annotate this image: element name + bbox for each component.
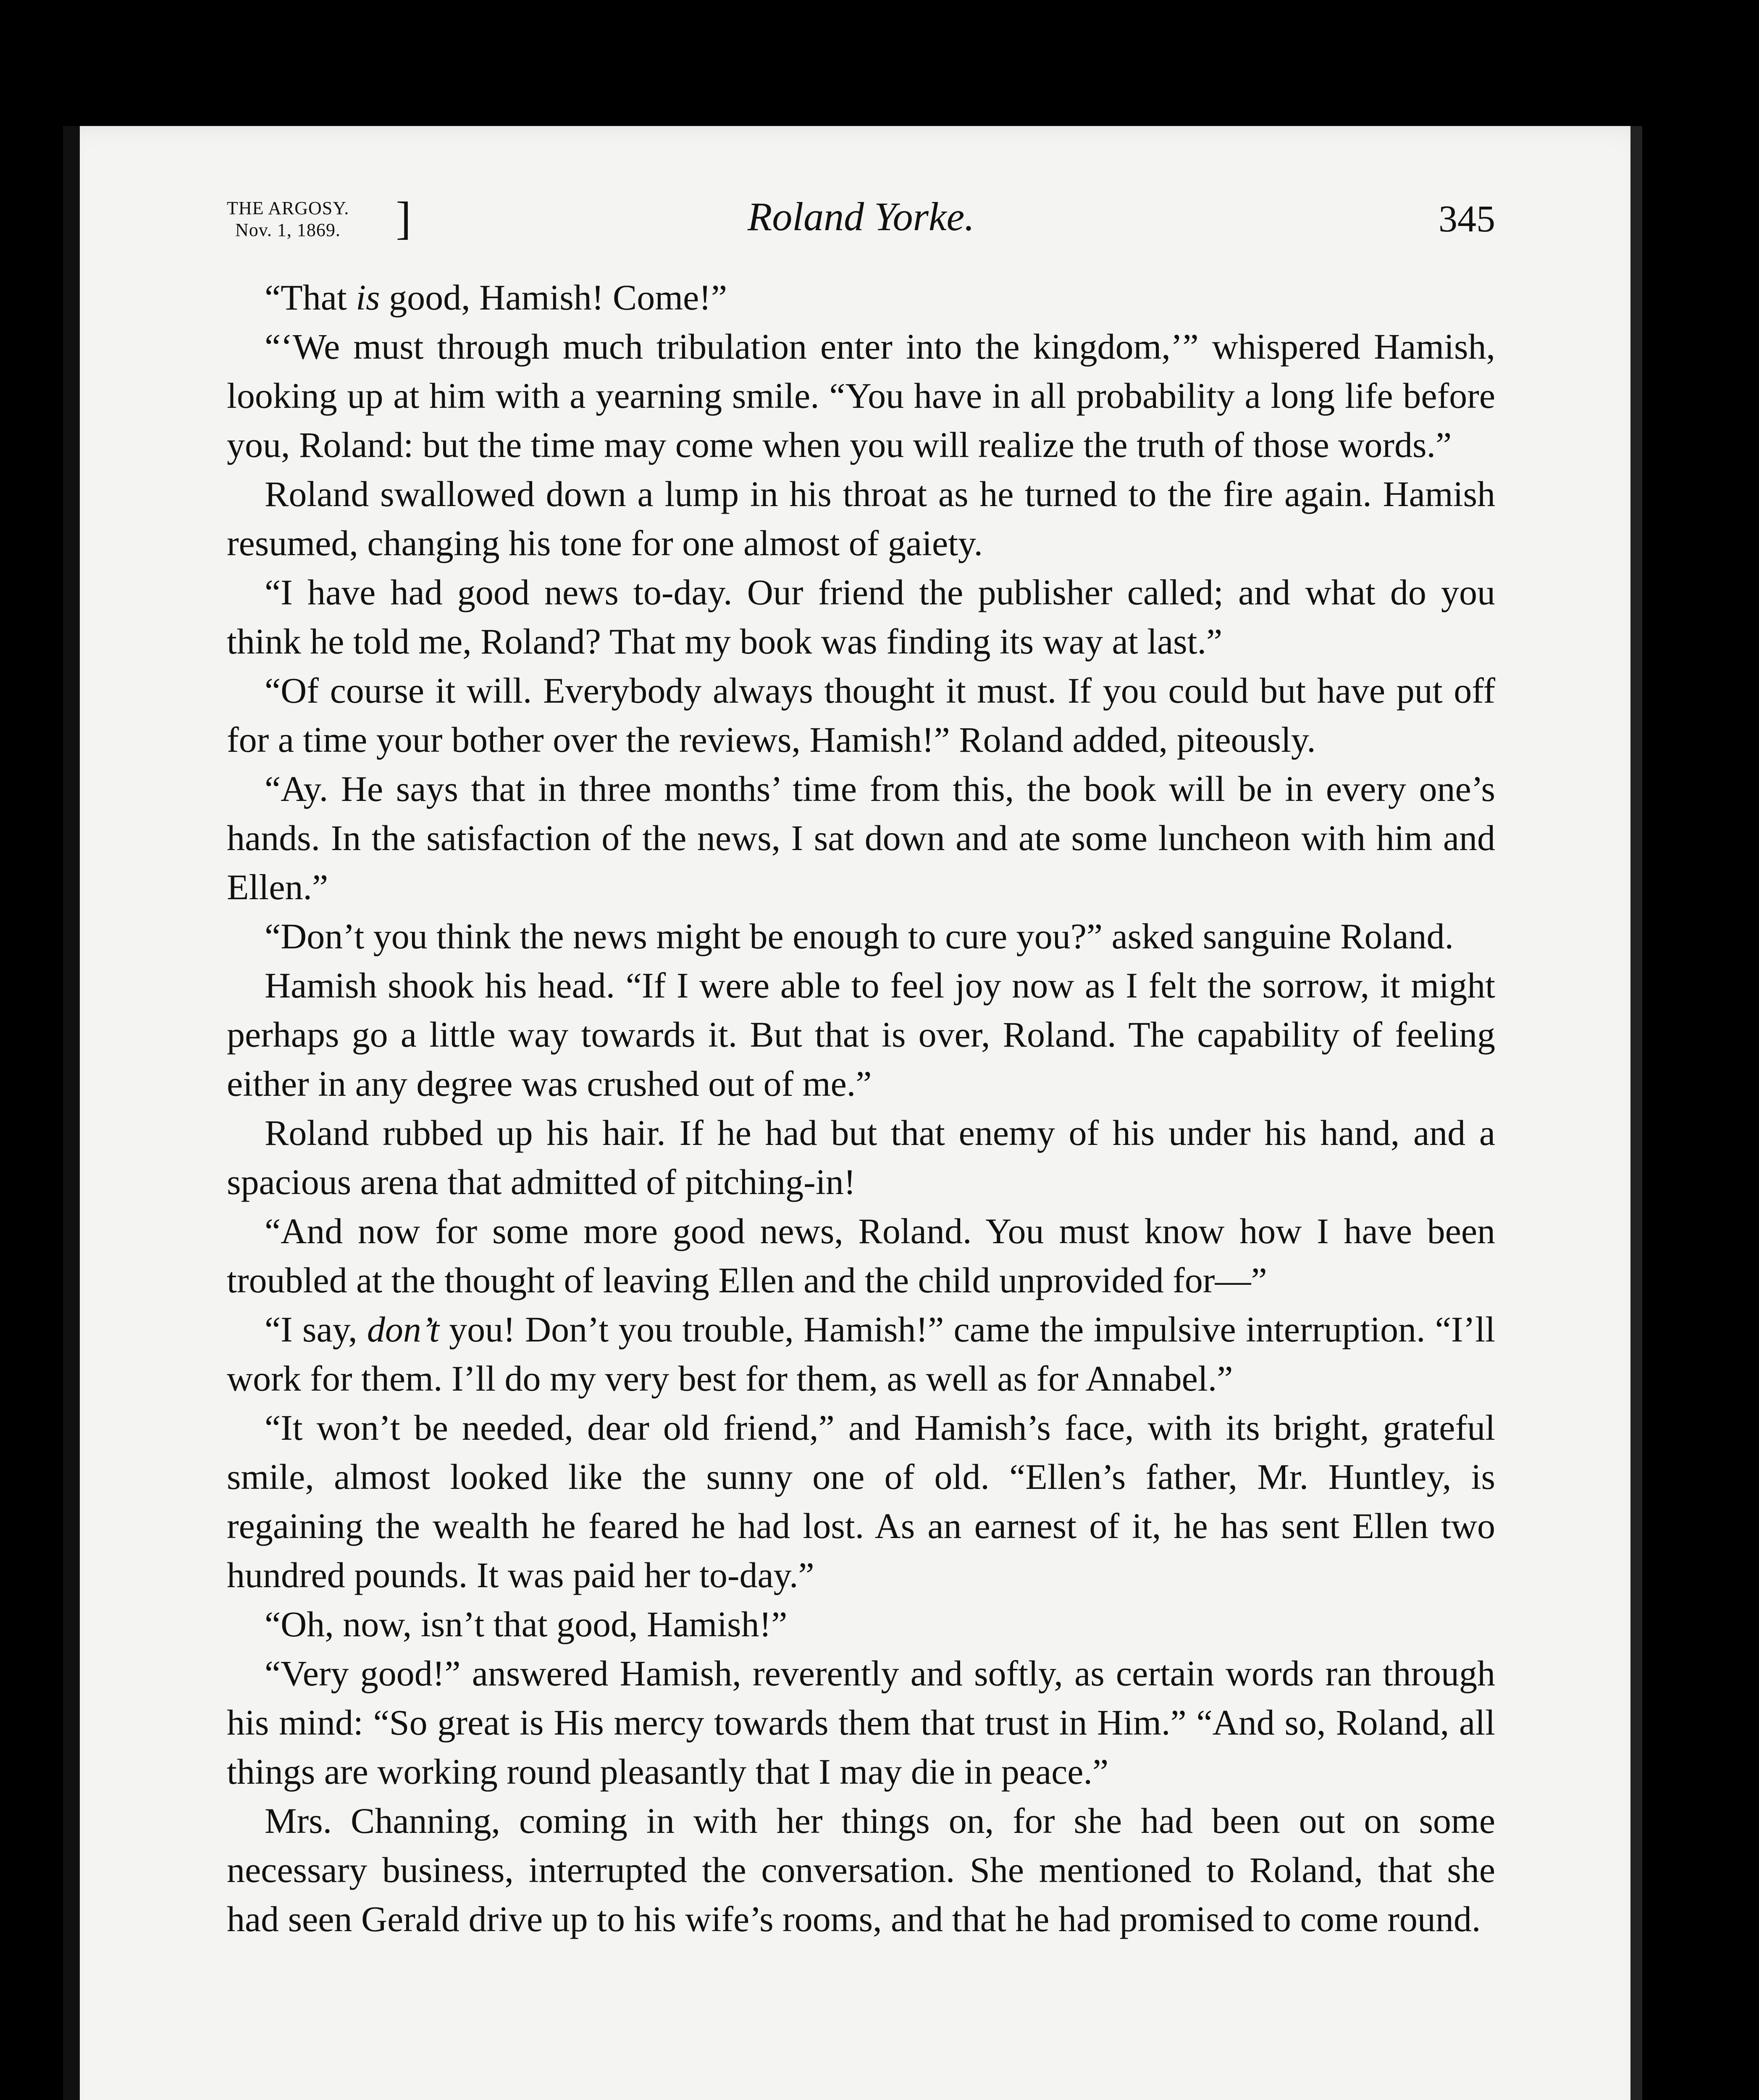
paragraph: “And now for some more good news, Roland. You must know how I have been troubled at the thought of leaving Ellen and the child unprovided for—” xyxy=(227,1211,1495,1300)
source-date: Nov. 1, 1869. xyxy=(235,220,341,240)
emphasis: is xyxy=(356,277,380,318)
paragraph: “That is good, Hamish! Come!” xyxy=(265,277,727,318)
paragraph: “I have had good news to-day. Our friend the publisher called; and what do you think he told me, Roland? That my book was finding its way at last.” xyxy=(227,572,1495,662)
paragraph: “I say, don’t you! Don’t you trouble, Hamish!” came the impulsive interruption. “I’ll work for them. I’ll do my very best for them, as well as for Annabel.” xyxy=(227,1309,1495,1399)
paragraph: “Ay. He says that in three months’ time from this, the book will be in every one’s hands. In the satisfaction of the news, I sat down and ate some luncheon with him and Ellen.” xyxy=(227,769,1495,907)
paragraph: “It won’t be needed, dear old friend,” and Hamish’s face, with its bright, grateful smile, almost looked like the sunny one of old. “Ellen’s father, Mr. Huntley, is regaining the wealth he feared he had lost. As an earnest of it, he has sent Ellen two hundred pounds. It was paid her to-day.” xyxy=(227,1407,1495,1595)
source-publication: THE ARGOSY. xyxy=(227,198,349,218)
source-bracket: ] xyxy=(396,192,412,244)
running-head xyxy=(227,193,1495,256)
paragraph: “Very good!” answered Hamish, reverently and softly, as certain words ran through his mind: “So great is His mercy towards them that trust in Him.” “And so, Roland, all things are working round pleasantly that I may die in peace.” xyxy=(227,1653,1495,1792)
page-title: Roland Yorke. xyxy=(747,194,975,239)
paragraph: Hamish shook his head. “If I were able to feel joy now as I felt the sorrow, it might perhaps go a little way towards it. But that is over, Roland. The capability of feeling either in any degree was crushed out of me.” xyxy=(227,965,1495,1104)
page-gutter-shadow xyxy=(63,126,80,2100)
paragraph: “Don’t you think the news might be enough to cure you?” asked sanguine Roland. xyxy=(265,916,1454,956)
emphasis: don’t xyxy=(367,1309,439,1349)
page-number: 345 xyxy=(1439,198,1495,240)
paragraph: Mrs. Channing, coming in with her things on, for she had been out on some necessary business, interrupted the conversation. She mentioned to Roland, that she had seen Gerald drive up to his wife’s rooms, and that he had promised to come round. xyxy=(227,1801,1495,1939)
paragraph: “‘We must through much tribulation enter into the kingdom,’” whispered Hamish, looking up at him with a yearning smile. “You have in all probability a long life before you, Roland: but the time may come when you will realize the truth of those words.” xyxy=(227,326,1495,465)
page-edge xyxy=(1630,126,1642,2100)
paragraph: Roland rubbed up his hair. If he had but that enemy of his under his hand, and a spacious arena that admitted of pitching-in! xyxy=(227,1113,1495,1202)
paragraph: “Of course it will. Everybody always thought it must. If you could but have put off for a time your bother over the reviews, Hamish!” Roland added, piteously. xyxy=(227,670,1495,760)
paragraph: “Oh, now, isn’t that good, Hamish!” xyxy=(265,1604,788,1644)
page-body xyxy=(227,273,1495,1944)
paragraph: Roland swallowed down a lump in his throat as he turned to the fire again. Hamish resumed, changing his tone for one almost of gaiety. xyxy=(227,474,1495,563)
